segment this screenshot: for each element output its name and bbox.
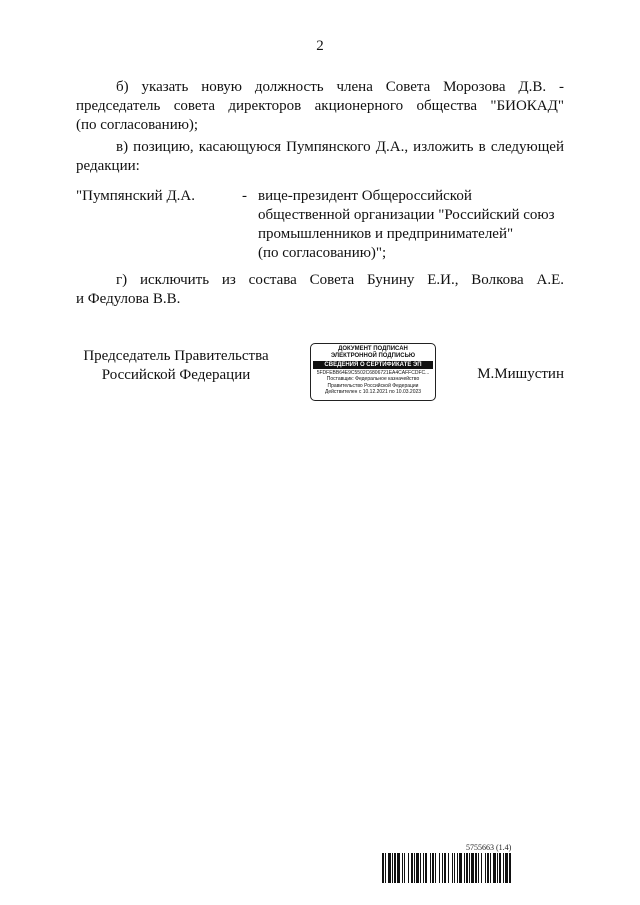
barcode-bar xyxy=(471,853,474,883)
paragraph-b-line-1: б) указать новую должность члена Совета Морозова Д.В. - xyxy=(116,79,564,95)
barcode-bar xyxy=(439,853,440,883)
barcode-bar xyxy=(481,853,482,883)
barcode-bar xyxy=(457,853,458,883)
barcode-bar xyxy=(408,853,409,883)
stamp-validity: Действителен с 10.12.2021 по 10.03.2023 xyxy=(324,389,422,396)
barcode-bar xyxy=(385,853,386,883)
document-code: 5755663 (1.4) xyxy=(466,843,512,852)
barcode xyxy=(382,853,566,883)
paragraph-g-line-1: г) исключить из состава Совета Бунину Е.И., Волкова А.Е. xyxy=(116,272,564,288)
quote-dash: - xyxy=(242,188,247,204)
signatory-title-line-2: Российской Федерации xyxy=(101,367,251,383)
barcode-bar xyxy=(454,853,455,883)
barcode-bar xyxy=(411,853,413,883)
barcode-bar xyxy=(452,853,453,883)
quote-role-line: общественной организации "Российский союз xyxy=(258,207,555,223)
barcode-bar xyxy=(490,853,491,883)
barcode-bar xyxy=(499,853,501,883)
quote-role-line: вице-президент Общероссийской xyxy=(258,188,472,204)
quote-role-line: (по согласованию)"; xyxy=(258,245,387,261)
barcode-bar xyxy=(420,853,421,883)
barcode-bar xyxy=(442,853,443,883)
signatory-title-line-1: Председатель Правительства xyxy=(83,348,269,364)
barcode-bar xyxy=(416,853,419,883)
paragraph-b-line-2: председатель совета директоров акционерного общества "БИОКАД" xyxy=(76,98,564,114)
quote-person-name: "Пумпянский Д.А. xyxy=(76,188,196,204)
barcode-bar xyxy=(448,853,449,883)
paragraph-v-line-2: редакции: xyxy=(76,158,140,174)
barcode-bar xyxy=(487,853,489,883)
barcode-bar xyxy=(475,853,477,883)
quote-role-line: промышленников и предпринимателей" xyxy=(258,226,514,242)
paragraph-g-line-2: и Федулова В.В. xyxy=(76,291,181,307)
paragraph-b-line-3: (по согласованию); xyxy=(76,117,199,133)
barcode-bar xyxy=(493,853,496,883)
electronic-signature-stamp xyxy=(310,343,436,401)
barcode-bar xyxy=(485,853,486,883)
barcode-bar xyxy=(444,853,446,883)
stamp-header xyxy=(311,346,435,360)
stamp-owner: Правительство Российской Федерации xyxy=(327,382,419,389)
barcode-bar xyxy=(505,853,508,883)
barcode-bar xyxy=(382,853,384,883)
paragraph-v xyxy=(76,138,564,176)
barcode-bar xyxy=(464,853,465,883)
stamp-certificate-number: 5FDFEBB64E9C5502C6806721EA4CAFFCDFC... xyxy=(316,370,430,376)
quote-role xyxy=(258,187,564,263)
paragraph-b xyxy=(76,78,564,135)
barcode-bar xyxy=(497,853,498,883)
paragraph-g xyxy=(76,271,564,309)
stamp-header-line-2: ЭЛЕКТРОННОЙ ПОДПИСЬЮ xyxy=(330,353,416,359)
barcode-bar xyxy=(392,853,393,883)
signatory-name: М.Мишустин xyxy=(477,366,564,382)
barcode-bar xyxy=(394,853,396,883)
barcode-bar xyxy=(388,853,391,883)
barcode-bar xyxy=(402,853,403,883)
barcode-bar xyxy=(469,853,470,883)
page-number: 2 xyxy=(316,38,324,54)
stamp-certificate-bar: СВЕДЕНИЯ О СЕРТИФИКАТЕ ЭП xyxy=(313,361,433,369)
barcode-bar xyxy=(466,853,468,883)
barcode-bar xyxy=(425,853,427,883)
stamp-issuer: Поставщик: Федеральное казначейство xyxy=(326,376,420,383)
barcode-bar xyxy=(459,853,462,883)
signatory-title xyxy=(76,347,276,385)
barcode-bar xyxy=(397,853,400,883)
stamp-header-line-1: ДОКУМЕНТ ПОДПИСАН xyxy=(338,346,408,352)
paragraph-v-line-1: в) позицию, касающуюся Пумпянского Д.А., изложить в следующей xyxy=(116,139,564,155)
barcode-bar xyxy=(404,853,405,883)
barcode-bar xyxy=(503,853,504,883)
barcode-bar xyxy=(509,853,511,883)
barcode-bar xyxy=(423,853,424,883)
barcode-bar xyxy=(414,853,415,883)
barcode-bar xyxy=(478,853,479,883)
barcode-bar xyxy=(435,853,436,883)
barcode-bar xyxy=(430,853,431,883)
barcode-bar xyxy=(432,853,434,883)
